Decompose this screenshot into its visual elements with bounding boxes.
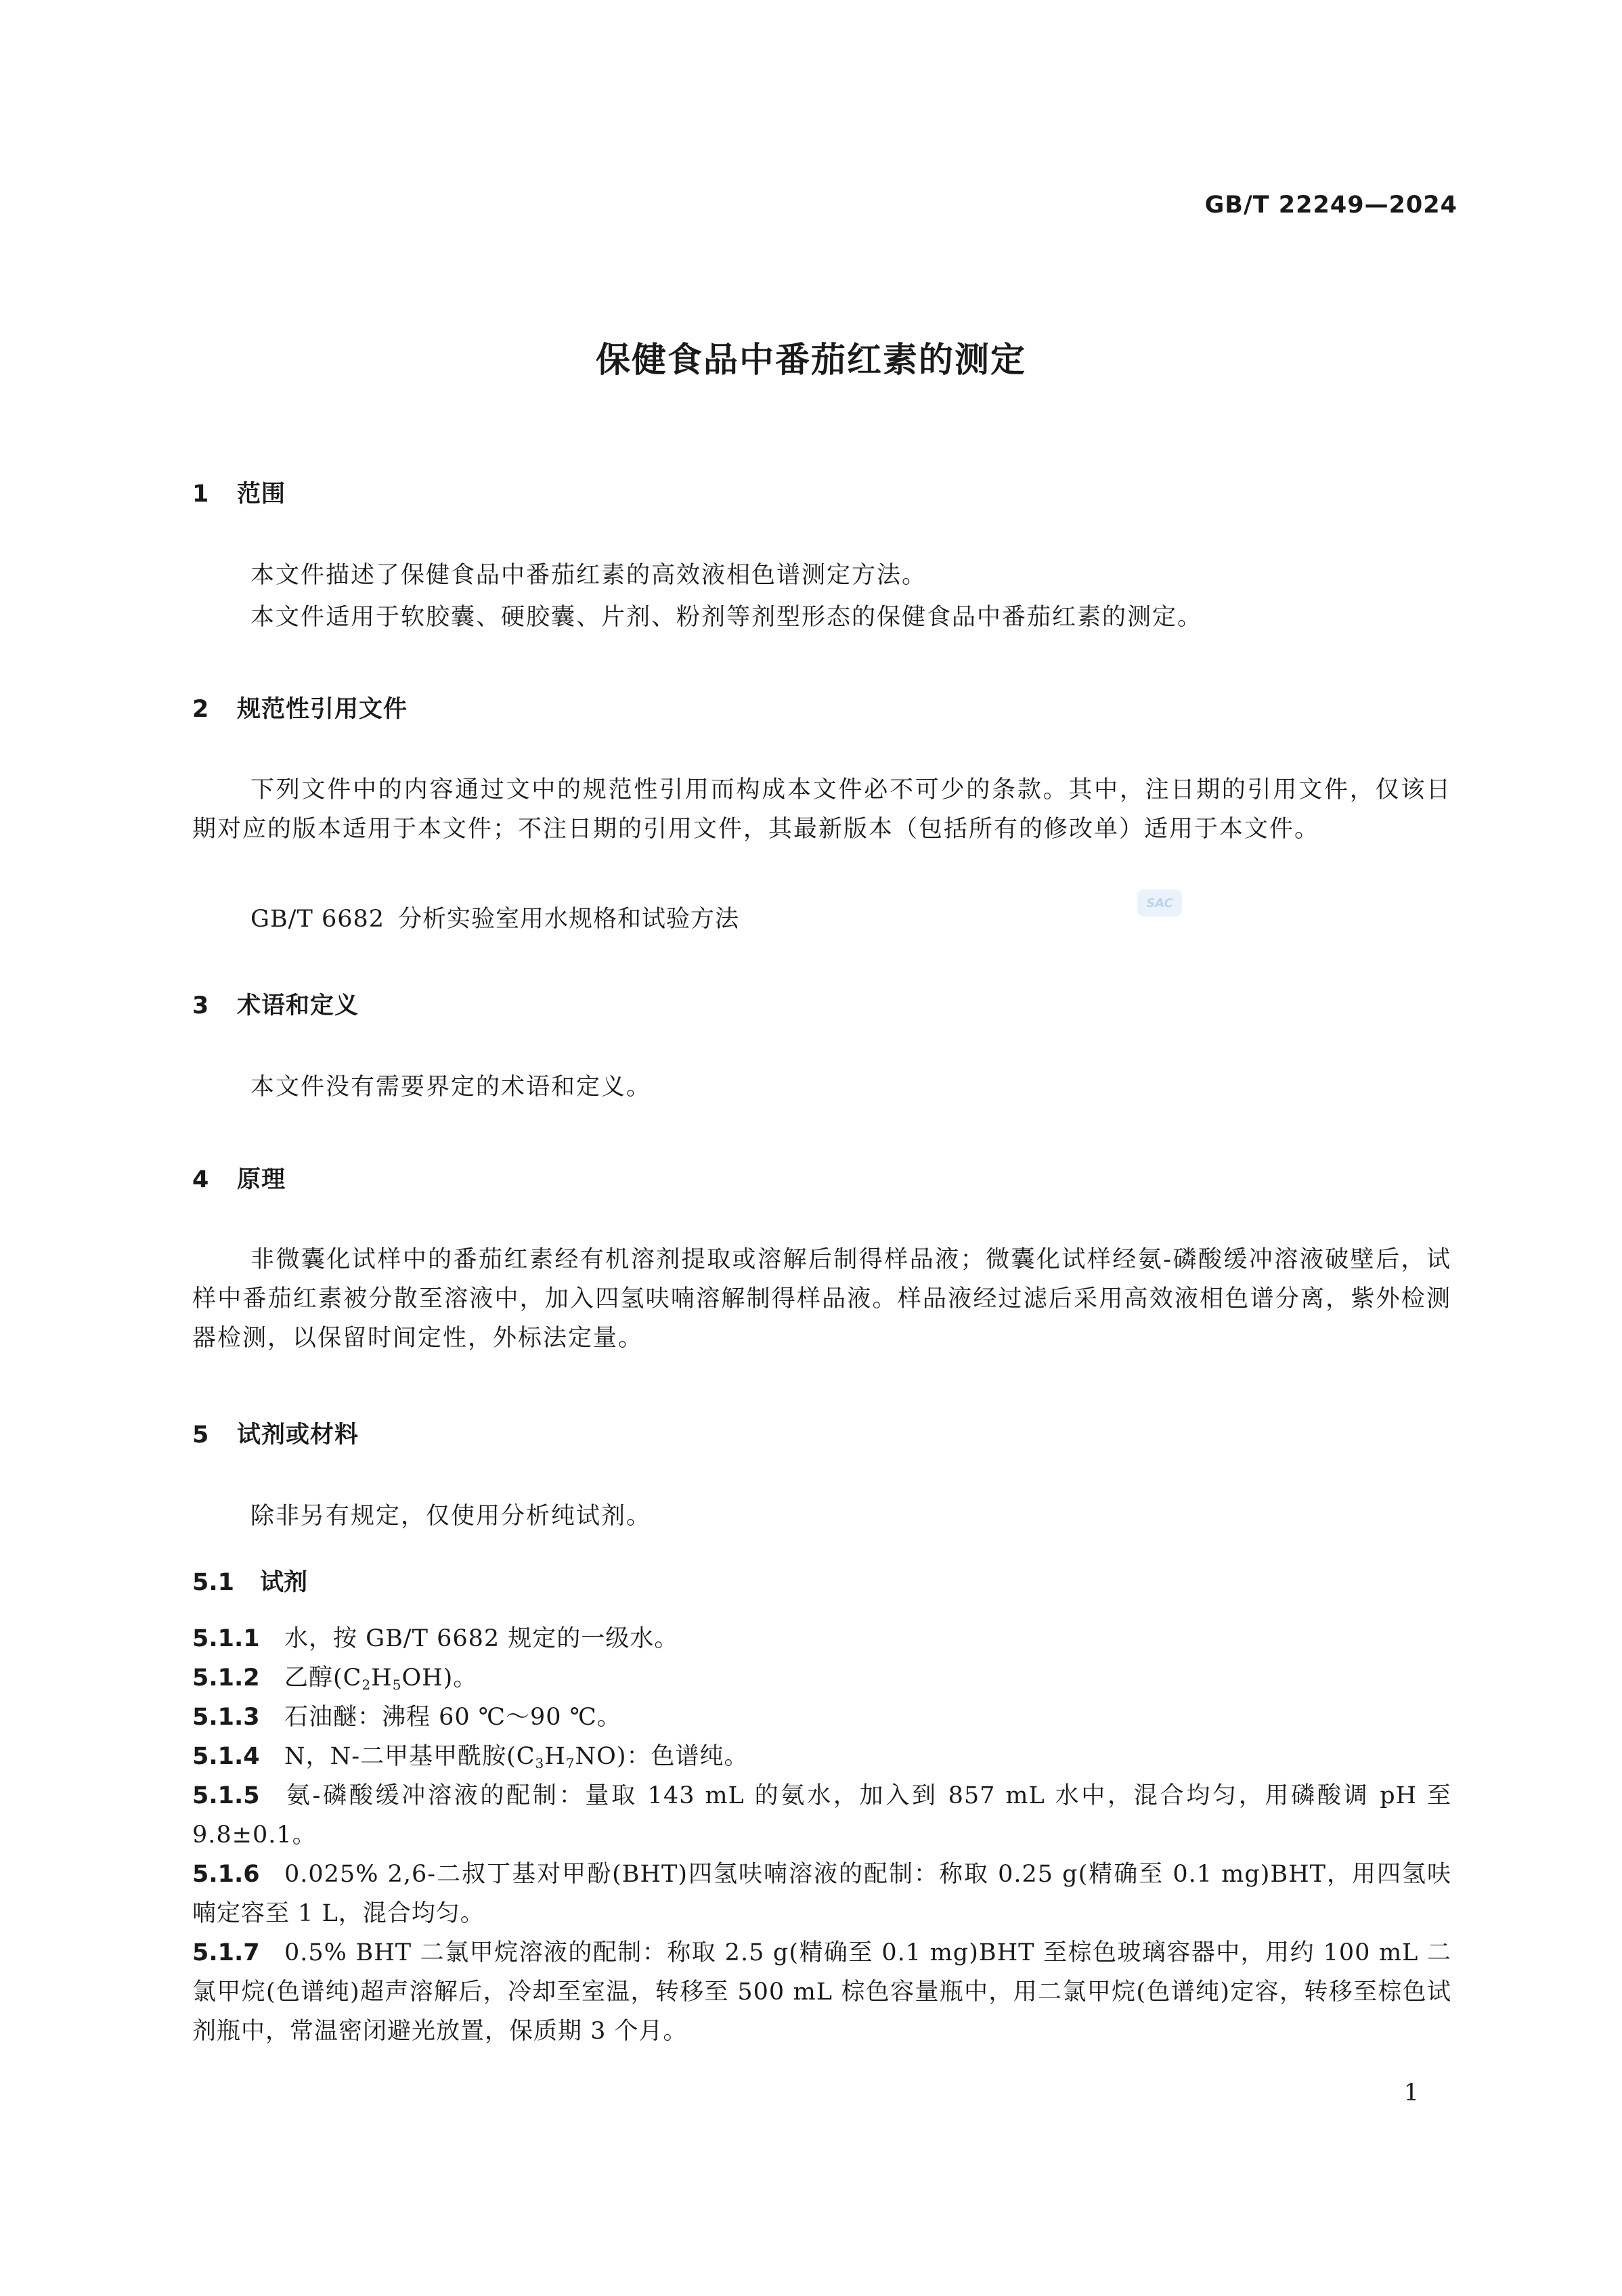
section-title: 范围 (237, 481, 286, 508)
section-2-heading (192, 690, 408, 724)
formula-part: NO)：色谱纯。 (575, 1743, 749, 1770)
section-3-paragraph: 本文件没有需要界定的术语和定义。 (250, 1074, 652, 1101)
clause-text (284, 1664, 477, 1692)
normative-reference (250, 900, 739, 934)
formula-part: H (544, 1743, 566, 1770)
section-number: 3 (192, 992, 210, 1019)
clause-5-1-6 (192, 1855, 1451, 1933)
section-title: 原理 (237, 1166, 286, 1193)
reference-code: GB/T 6682 (250, 906, 385, 933)
section-title: 试剂或材料 (237, 1421, 359, 1449)
clause-5-1-7 (192, 1933, 1451, 2051)
section-4-paragraph: 非微囊化试样中的番茄红素经有机溶剂提取或溶解后制得样品液；微囊化试样经氨-磷酸缓冲溶液破壁后，试样中番茄红素被分散至溶液中，加入四氢呋喃溶解制得样品液。样品液经过滤后采用高效液相色谱分离，紫外检测器检测，以保留时间定性，外标法定量。 (192, 1246, 1451, 1352)
clause-text: 氨-磷酸缓冲溶液的配制：量取 143 mL 的氨水，加入到 857 mL 水中，混合均匀，用磷酸调 pH 至 9.8±0.1。 (192, 1782, 1451, 1849)
clause-number: 5.1.4 (192, 1743, 260, 1770)
section-title: 术语和定义 (237, 992, 359, 1019)
clause-text (284, 1743, 749, 1770)
reference-title: 分析实验室用水规格和试验方法 (398, 906, 740, 933)
clause-5-1-5 (192, 1776, 1451, 1855)
section-2-paragraph: 下列文件中的内容通过文中的规范性引用而构成本文件必不可少的条款。其中，注日期的引用文件，仅该日期对应的版本适用于本文件；不注日期的引用文件，其最新版本（包括所有的修改单）适用于本文件。 (192, 776, 1451, 843)
clause-number: 5.1.5 (192, 1782, 260, 1809)
section-5-paragraph: 除非另有规定，仅使用分析纯试剂。 (250, 1503, 652, 1530)
standard-code: GB/T 22249—2024 (1204, 192, 1457, 219)
clause-number: 5.1.6 (192, 1861, 260, 1888)
document-title: 保健食品中番茄红素的测定 (595, 340, 1026, 380)
clause-text: 0.025% 2,6-二叔丁基对甲酚(BHT)四氢呋喃溶液的配制：称取 0.25 g(精确至 0.1 mg)BHT，用四氢呋喃定容至 1 L，混合均匀。 (192, 1861, 1451, 1927)
clause-5-1-3 (192, 1698, 1451, 1737)
section-5-heading (192, 1416, 359, 1450)
clause-text: 水，按 GB/T 6682 规定的一级水。 (284, 1625, 679, 1652)
formula-subscript: 3 (535, 1755, 545, 1771)
formula-part: OH)。 (401, 1664, 478, 1692)
clause-number: 5.1.2 (192, 1664, 260, 1692)
formula-part: H (371, 1664, 393, 1692)
section-4-heading (192, 1161, 286, 1195)
formula-subscript: 2 (361, 1677, 372, 1693)
subsection-title: 试剂 (260, 1569, 308, 1596)
section-1-paragraph-1: 本文件描述了保健食品中番茄红素的高效液相色谱测定方法。 (250, 562, 927, 589)
formula-part: 乙醇(C (284, 1664, 362, 1692)
formula-subscript: 5 (392, 1677, 402, 1693)
clause-text: 0.5% BHT 二氯甲烷溶液的配制：称取 2.5 g(精确至 0.1 mg)BHT 至棕色玻璃容器中，用约 100 mL 二氯甲烷(色谱纯)超声溶解后，冷却至室温，转移至 500 mL 棕色容量瓶中，用二氯甲烷(色谱纯)定容，转移至棕色试剂瓶中，常温密闭避光放置，保质期 3 个月。 (192, 1939, 1451, 2045)
section-title: 规范性引用文件 (237, 696, 408, 723)
clause-number: 5.1.3 (192, 1704, 260, 1731)
section-number: 5 (192, 1421, 210, 1449)
formula-subscript: 7 (565, 1755, 575, 1771)
section-1-heading (192, 475, 286, 509)
section-number: 2 (192, 696, 210, 723)
formula-part: N，N-二甲基甲酰胺(C (284, 1743, 535, 1770)
clause-text: 石油醚：沸程 60 ℃～90 ℃。 (284, 1704, 621, 1731)
clause-number: 5.1.7 (192, 1939, 260, 1966)
subsection-number: 5.1 (192, 1569, 235, 1596)
subsection-5-1-heading (192, 1564, 307, 1597)
section-1-paragraph-2: 本文件适用于软胶囊、硬胶囊、片剂、粉剂等剂型形态的保健食品中番茄红素的测定。 (250, 604, 1203, 631)
page-number: 1 (1403, 2079, 1419, 2106)
sac-watermark-logo: SAC (1137, 889, 1182, 917)
clause-5-1-1 (192, 1619, 1451, 1658)
section-number: 4 (192, 1166, 210, 1193)
clause-number: 5.1.1 (192, 1625, 260, 1652)
section-3-heading (192, 987, 359, 1021)
section-number: 1 (192, 481, 210, 508)
